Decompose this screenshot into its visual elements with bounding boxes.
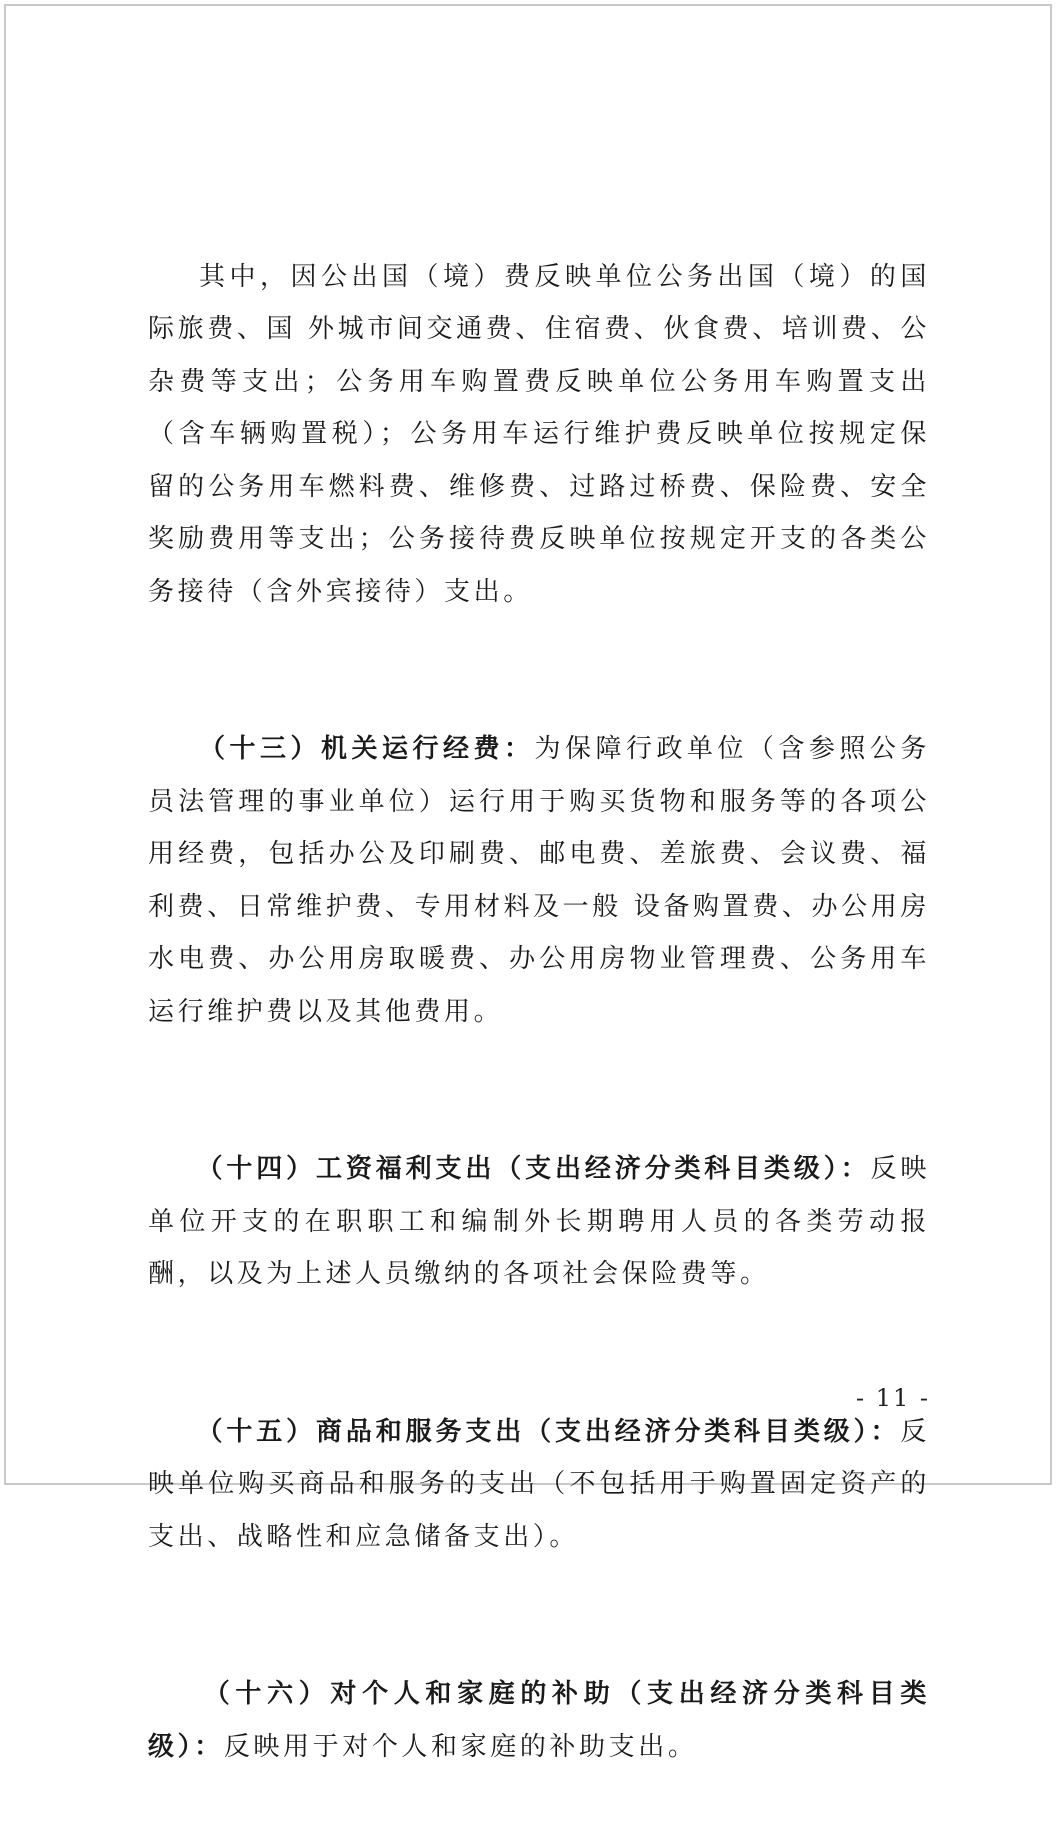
section-heading-14: （十四）工资福利支出（支出经济分类科目类级）： <box>196 1154 871 1184</box>
section-heading-15: （十五）商品和服务支出（支出经济分类科目类级）： <box>196 1416 901 1447</box>
paragraph-household-subsidies <box>148 1616 930 1826</box>
paragraph-agency-operating-funds <box>148 671 930 1091</box>
section-heading-16: （十六）对个人和家庭的补助（支出经济分类科目类级）： <box>148 1679 930 1762</box>
paragraph-text: 为保障行政单位（含参照公务员法管理的事业单位）运行用于购买货物和服务等的各项公用经费，包括办公及印刷费、邮电费、差旅费、会议费、福利费、日常维护费、专用材料及一般 设备购置费、办公用房水电费、办公用房取暖费、办公用房物业管理费、公务用车运行维护费以及其他费用。 <box>148 734 930 1027</box>
paragraph-text: 反映用于对个人和家庭的补助支出。 <box>223 1731 698 1762</box>
paragraph-wages-welfare <box>148 1091 930 1354</box>
document-body <box>148 198 942 1826</box>
paragraph-text: 反映单位购买商品和服务的支出（不包括用于购置固定资产的支出、战略性和应急储备支出）。 <box>148 1416 930 1552</box>
paragraph-goods-services <box>148 1353 930 1616</box>
paragraph-travel-vehicle-reception <box>148 198 942 671</box>
paragraph-text: 其中，因公出国（境）费反映单位公务出国（境）的国际旅费、国 外城市间交通费、住宿费、伙食费、培训费、公杂费等支出；公务用车购置费反映单位公务用车购置支出（含车辆购置税）；公务用车运行维护费反映单位按规定保 留的公务用车燃料费、维修费、过路过桥费、保险费、安全奖励费用等支出；公务接待费反映单位按规定开支的各类公务接待（含外宾接待）支出。 <box>148 261 942 607</box>
page-number: - 11 - <box>855 1384 930 1412</box>
paragraph-text: 反映单位开支的在职职工和编制外长期聘用人员的各类劳动报酬，以及为上述人员缴纳的各项社会保险费等。 <box>148 1154 931 1289</box>
section-heading-13: （十三）机关运行经费： <box>199 734 535 764</box>
